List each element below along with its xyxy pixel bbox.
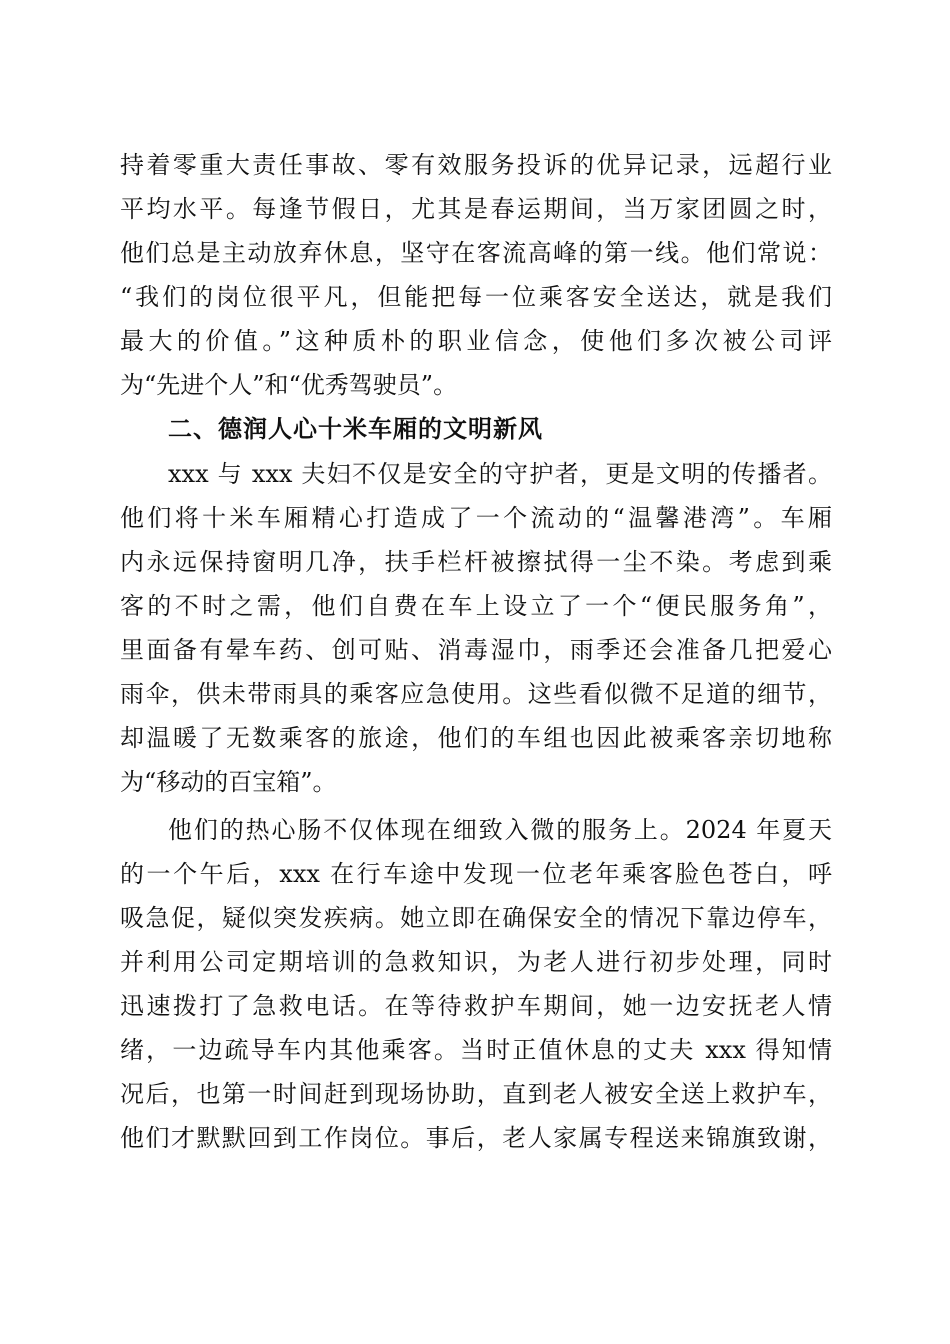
paragraph-line: 雨伞，供未带雨具的乘客应急使用。这些看似微不足道的细节， (120, 680, 832, 708)
paragraph-line: 为“先进个人”和“优秀驾驶员”。 (120, 371, 458, 399)
paragraph-line: 最大的价值。”这种质朴的职业信念，使他们多次被公司评 (120, 327, 832, 355)
paragraph-line: “我们的岗位很平凡，但能把每一位乘客安全送达，就是我们 (120, 283, 832, 311)
paragraph-line: 客的不时之需，他们自费在车上设立了一个“便民服务角”， (120, 592, 832, 620)
paragraph-line: 绪，一边疏导车内其他乘客。当时正值休息的丈夫 xxx 得知情 (120, 1036, 832, 1064)
paragraph-line: 内永远保持窗明几净，扶手栏杆被擦拭得一尘不染。考虑到乘 (120, 548, 832, 576)
paragraph-line: 的一个午后，xxx 在行车途中发现一位老年乘客脸色苍白，呼 (120, 860, 832, 888)
paragraph-line: 为“移动的百宝箱”。 (120, 768, 337, 796)
paragraph-line: 况后，也第一时间赶到现场协助，直到老人被安全送上救护车， (120, 1080, 832, 1108)
paragraph-line: 他们总是主动放弃休息，坚守在客流高峰的第一线。他们常说： (120, 239, 832, 267)
paragraph-line: 他们的热心肠不仅体现在细致入微的服务上。2024 年夏天 (168, 816, 832, 844)
paragraph-line: 平均水平。每逢节假日，尤其是春运期间，当万家团圆之时， (120, 195, 832, 223)
section-heading: 二、德润人心十米车厢的文明新风 (168, 415, 543, 443)
paragraph-line: 并利用公司定期培训的急救知识，为老人进行初步处理，同时 (120, 948, 832, 976)
paragraph-line: 却温暖了无数乘客的旅途，他们的车组也因此被乘客亲切地称 (120, 724, 832, 752)
paragraph-line: 他们将十米车厢精心打造成了一个流动的“温馨港湾”。车厢 (120, 504, 832, 532)
paragraph-line: 吸急促，疑似突发疾病。她立即在确保安全的情况下靠边停车， (120, 904, 832, 932)
paragraph-line: 迅速拨打了急救电话。在等待救护车期间，她一边安抚老人情 (120, 992, 832, 1020)
paragraph-line: 他们才默默回到工作岗位。事后，老人家属专程送来锦旗致谢， (120, 1124, 832, 1152)
paragraph-line: 里面备有晕车药、创可贴、消毒湿巾，雨季还会准备几把爱心 (120, 636, 832, 664)
paragraph-line: xxx 与 xxx 夫妇不仅是安全的守护者，更是文明的传播者。 (168, 460, 832, 488)
paragraph-line: 持着零重大责任事故、零有效服务投诉的优异记录，远超行业 (120, 151, 832, 179)
